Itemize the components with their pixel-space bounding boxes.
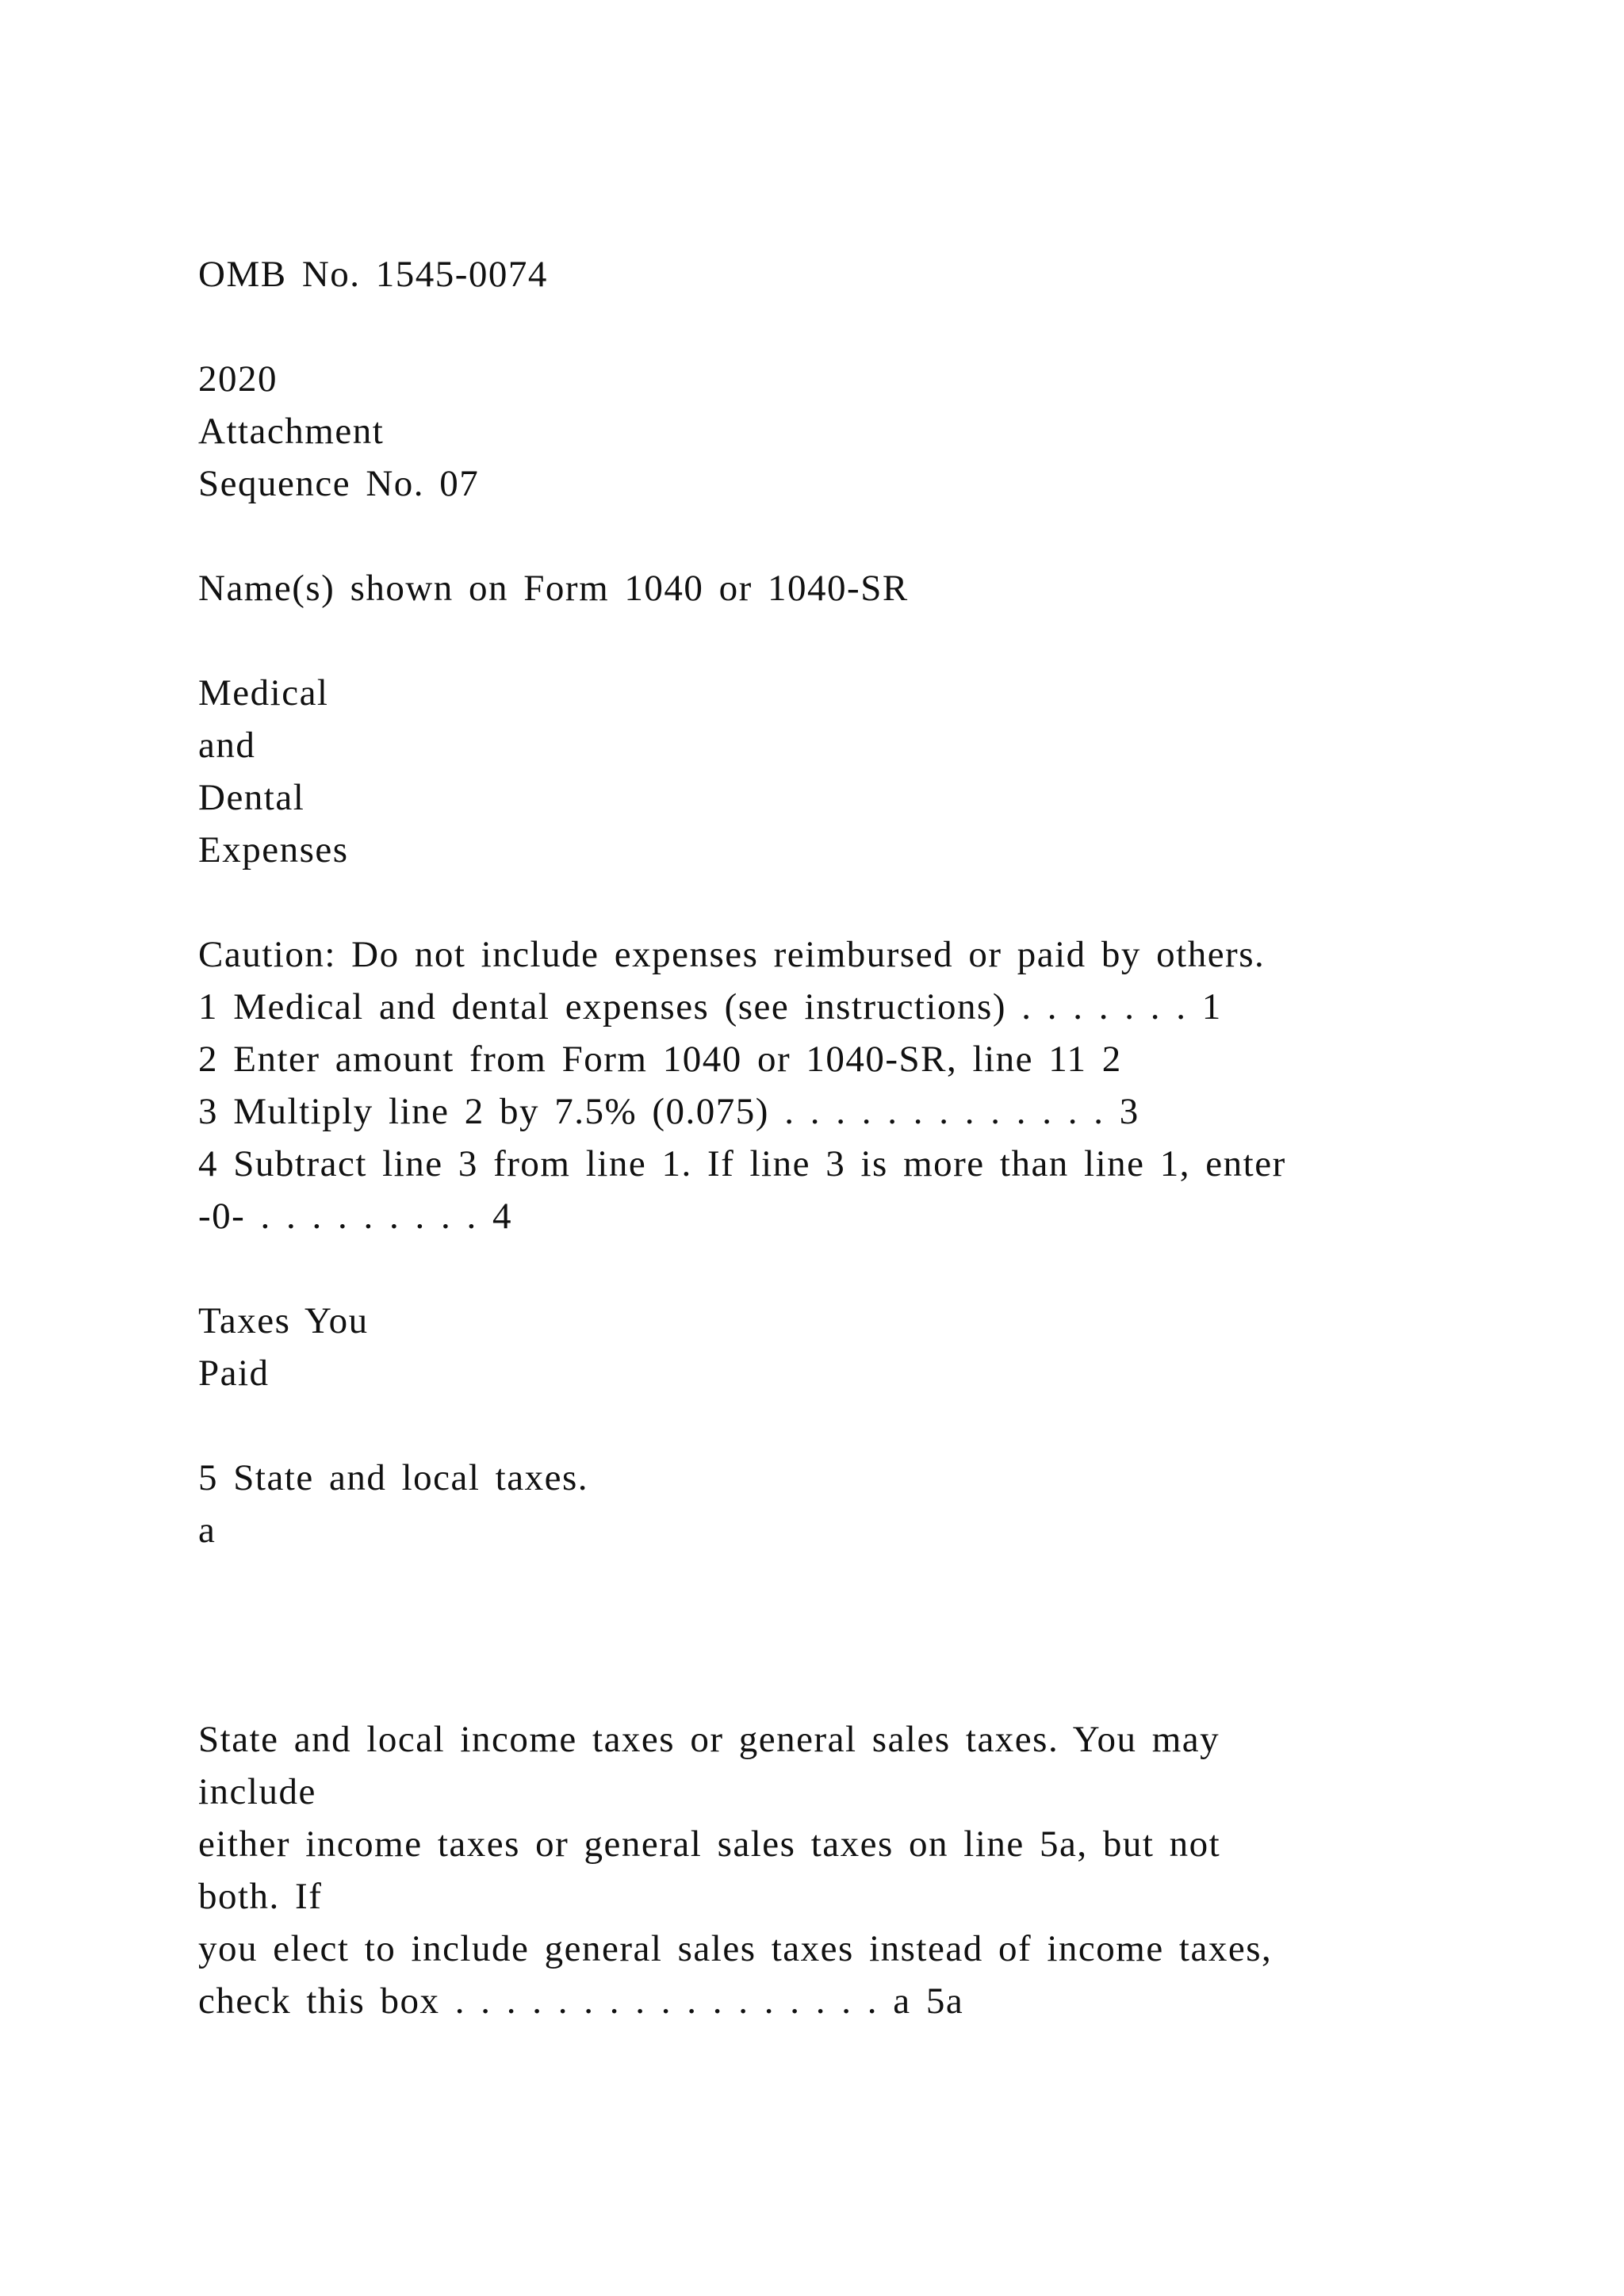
line-5a-text-5: you elect to include general sales taxes instead of income taxes, (198, 1928, 1273, 1969)
omb-number: OMB No. 1545-0074 (198, 254, 548, 295)
line-5a-marker: a (198, 1510, 216, 1551)
caution-text: Caution: Do not include expenses reimbursed or paid by others. (198, 934, 1266, 975)
medical-line-4: 4 Subtract line 3 from line 1. If line 3 is more than line 1, enter (198, 1143, 1286, 1184)
line-5a-text-2: include (198, 1771, 316, 1812)
medical-heading-line-4: Expenses (198, 829, 349, 871)
medical-heading-line-1: Medical (198, 672, 329, 714)
taxes-heading-line-1: Taxes You (198, 1300, 369, 1341)
line-5a-text-1: State and local income taxes or general sales taxes. You may (198, 1719, 1220, 1760)
tax-year: 2020 (198, 358, 278, 400)
sequence-number: Sequence No. 07 (198, 463, 480, 504)
line-5a-text-6: check this box . . . . . . . . . . . . . . . . . a 5a (198, 1980, 964, 2022)
medical-heading-line-3: Dental (198, 777, 305, 818)
line-5a-text-4: both. If (198, 1876, 323, 1917)
medical-line-4-continued: -0- . . . . . . . . . 4 (198, 1196, 513, 1237)
line-5a-text-3: either income taxes or general sales taxes on line 5a, but not (198, 1823, 1221, 1865)
medical-line-2: 2 Enter amount from Form 1040 or 1040-SR, line 11 2 (198, 1039, 1122, 1080)
taxes-heading-line-2: Paid (198, 1353, 270, 1394)
medical-line-1: 1 Medical and dental expenses (see instructions) . . . . . . . 1 (198, 986, 1222, 1027)
medical-line-3: 3 Multiply line 2 by 7.5% (0.075) . . . . . . . . . . . . . 3 (198, 1091, 1139, 1132)
names-label: Name(s) shown on Form 1040 or 1040-SR (198, 568, 909, 609)
medical-heading-line-2: and (198, 725, 256, 766)
line-5-label: 5 State and local taxes. (198, 1457, 588, 1498)
attachment-label: Attachment (198, 411, 385, 452)
